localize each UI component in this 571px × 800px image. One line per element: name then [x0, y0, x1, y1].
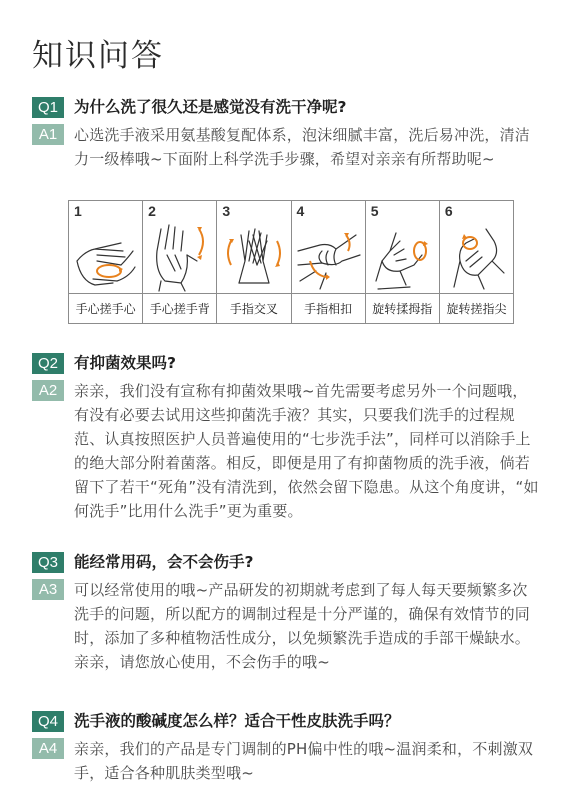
question-badge: Q1 — [32, 97, 64, 118]
answer-badge: A1 — [32, 124, 64, 145]
palm-rub-icon — [73, 221, 139, 293]
question-text: 能经常用码，会不会伤手? — [74, 553, 254, 571]
hand-washing-steps — [68, 200, 514, 324]
answer-text: 可以经常使用的哦~产品研发的初期就考虑到了每人每天要频繁多次洗手的问题，所以配方的调制过程是十分严谨的，确保有效情节的同时，添加了多种植物活性成分，以免频繁洗手造成的手部干燥缺水。亲亲，请您放心使用，不会伤手的哦~ — [74, 581, 531, 671]
step-label: 手心搓手背 — [143, 293, 216, 323]
question-row — [32, 710, 542, 733]
step-2 — [143, 201, 217, 323]
step-4 — [292, 201, 366, 323]
qa-block-4 — [32, 710, 542, 785]
step-label: 手心搓手心 — [69, 293, 142, 323]
fingertip-rotate-icon — [444, 221, 510, 293]
fingers-cross-icon — [221, 221, 287, 293]
question-row — [32, 96, 542, 119]
step-1 — [69, 201, 143, 323]
answer-text: 亲亲，我们的产品是专门调制的PH偏中性的哦~温润柔和，不刺激双手，适合各种肌肤类型哦~ — [74, 740, 534, 782]
answer-row — [32, 379, 542, 523]
step-5 — [366, 201, 440, 323]
question-badge: Q3 — [32, 552, 64, 573]
question-badge: Q4 — [32, 711, 64, 732]
step-label: 手指交叉 — [217, 293, 290, 323]
question-text: 有抑菌效果吗? — [74, 354, 176, 372]
step-3 — [217, 201, 291, 323]
step-number: 3 — [222, 203, 231, 219]
question-text: 为什么洗了很久还是感觉没有洗干净呢? — [74, 98, 347, 116]
step-6 — [440, 201, 513, 323]
answer-row — [32, 737, 542, 785]
qa-block-2 — [32, 352, 542, 523]
answer-badge: A4 — [32, 738, 64, 759]
step-label: 旋转搓指尖 — [440, 293, 513, 323]
step-label: 旋转揉拇指 — [366, 293, 439, 323]
question-row — [32, 352, 542, 375]
back-rub-icon — [147, 221, 213, 293]
answer-text: 亲亲，我们没有宣称有抑菌效果哦~首先需要考虑另外一个问题哦，有没有必要去试用这些抑菌洗手液？其实，只要我们洗手的过程规范、认真按照医护人员普遍使用的“七步洗手法”，同样可以消除手上的绝大部分附着菌落。相反，即便是用了有抑菌物质的洗手液，倘若留下了若干“死角”没有清洗到，依然会留下隐患。从这个角度讲，“如何洗手”比用什么洗手”更为重要。 — [74, 382, 539, 520]
question-text: 洗手液的酸碱度怎么样？适合干性皮肤洗手吗？ — [74, 712, 400, 730]
answer-badge: A2 — [32, 380, 64, 401]
answer-badge: A3 — [32, 579, 64, 600]
thumb-rotate-icon — [370, 221, 436, 293]
step-number: 5 — [370, 203, 379, 219]
answer-row — [32, 578, 542, 674]
answer-row — [32, 123, 542, 171]
answer-text: 心选洗手液采用氨基酸复配体系，泡沫细腻丰富，洗后易冲洗，清洁力一级棒哦~下面附上科学洗手步骤，希望对亲亲有所帮助呢~ — [74, 126, 531, 168]
qa-block-1 — [32, 96, 542, 171]
question-badge: Q2 — [32, 353, 64, 374]
fingers-lock-icon — [296, 221, 362, 293]
qa-block-3 — [32, 551, 542, 674]
question-row — [32, 551, 542, 574]
step-number: 2 — [148, 203, 156, 219]
step-number: 4 — [296, 203, 305, 219]
page-title: 知识问答 — [32, 38, 164, 74]
step-number: 6 — [444, 203, 453, 219]
step-label: 手指相扣 — [292, 293, 365, 323]
step-number: 1 — [74, 203, 82, 219]
